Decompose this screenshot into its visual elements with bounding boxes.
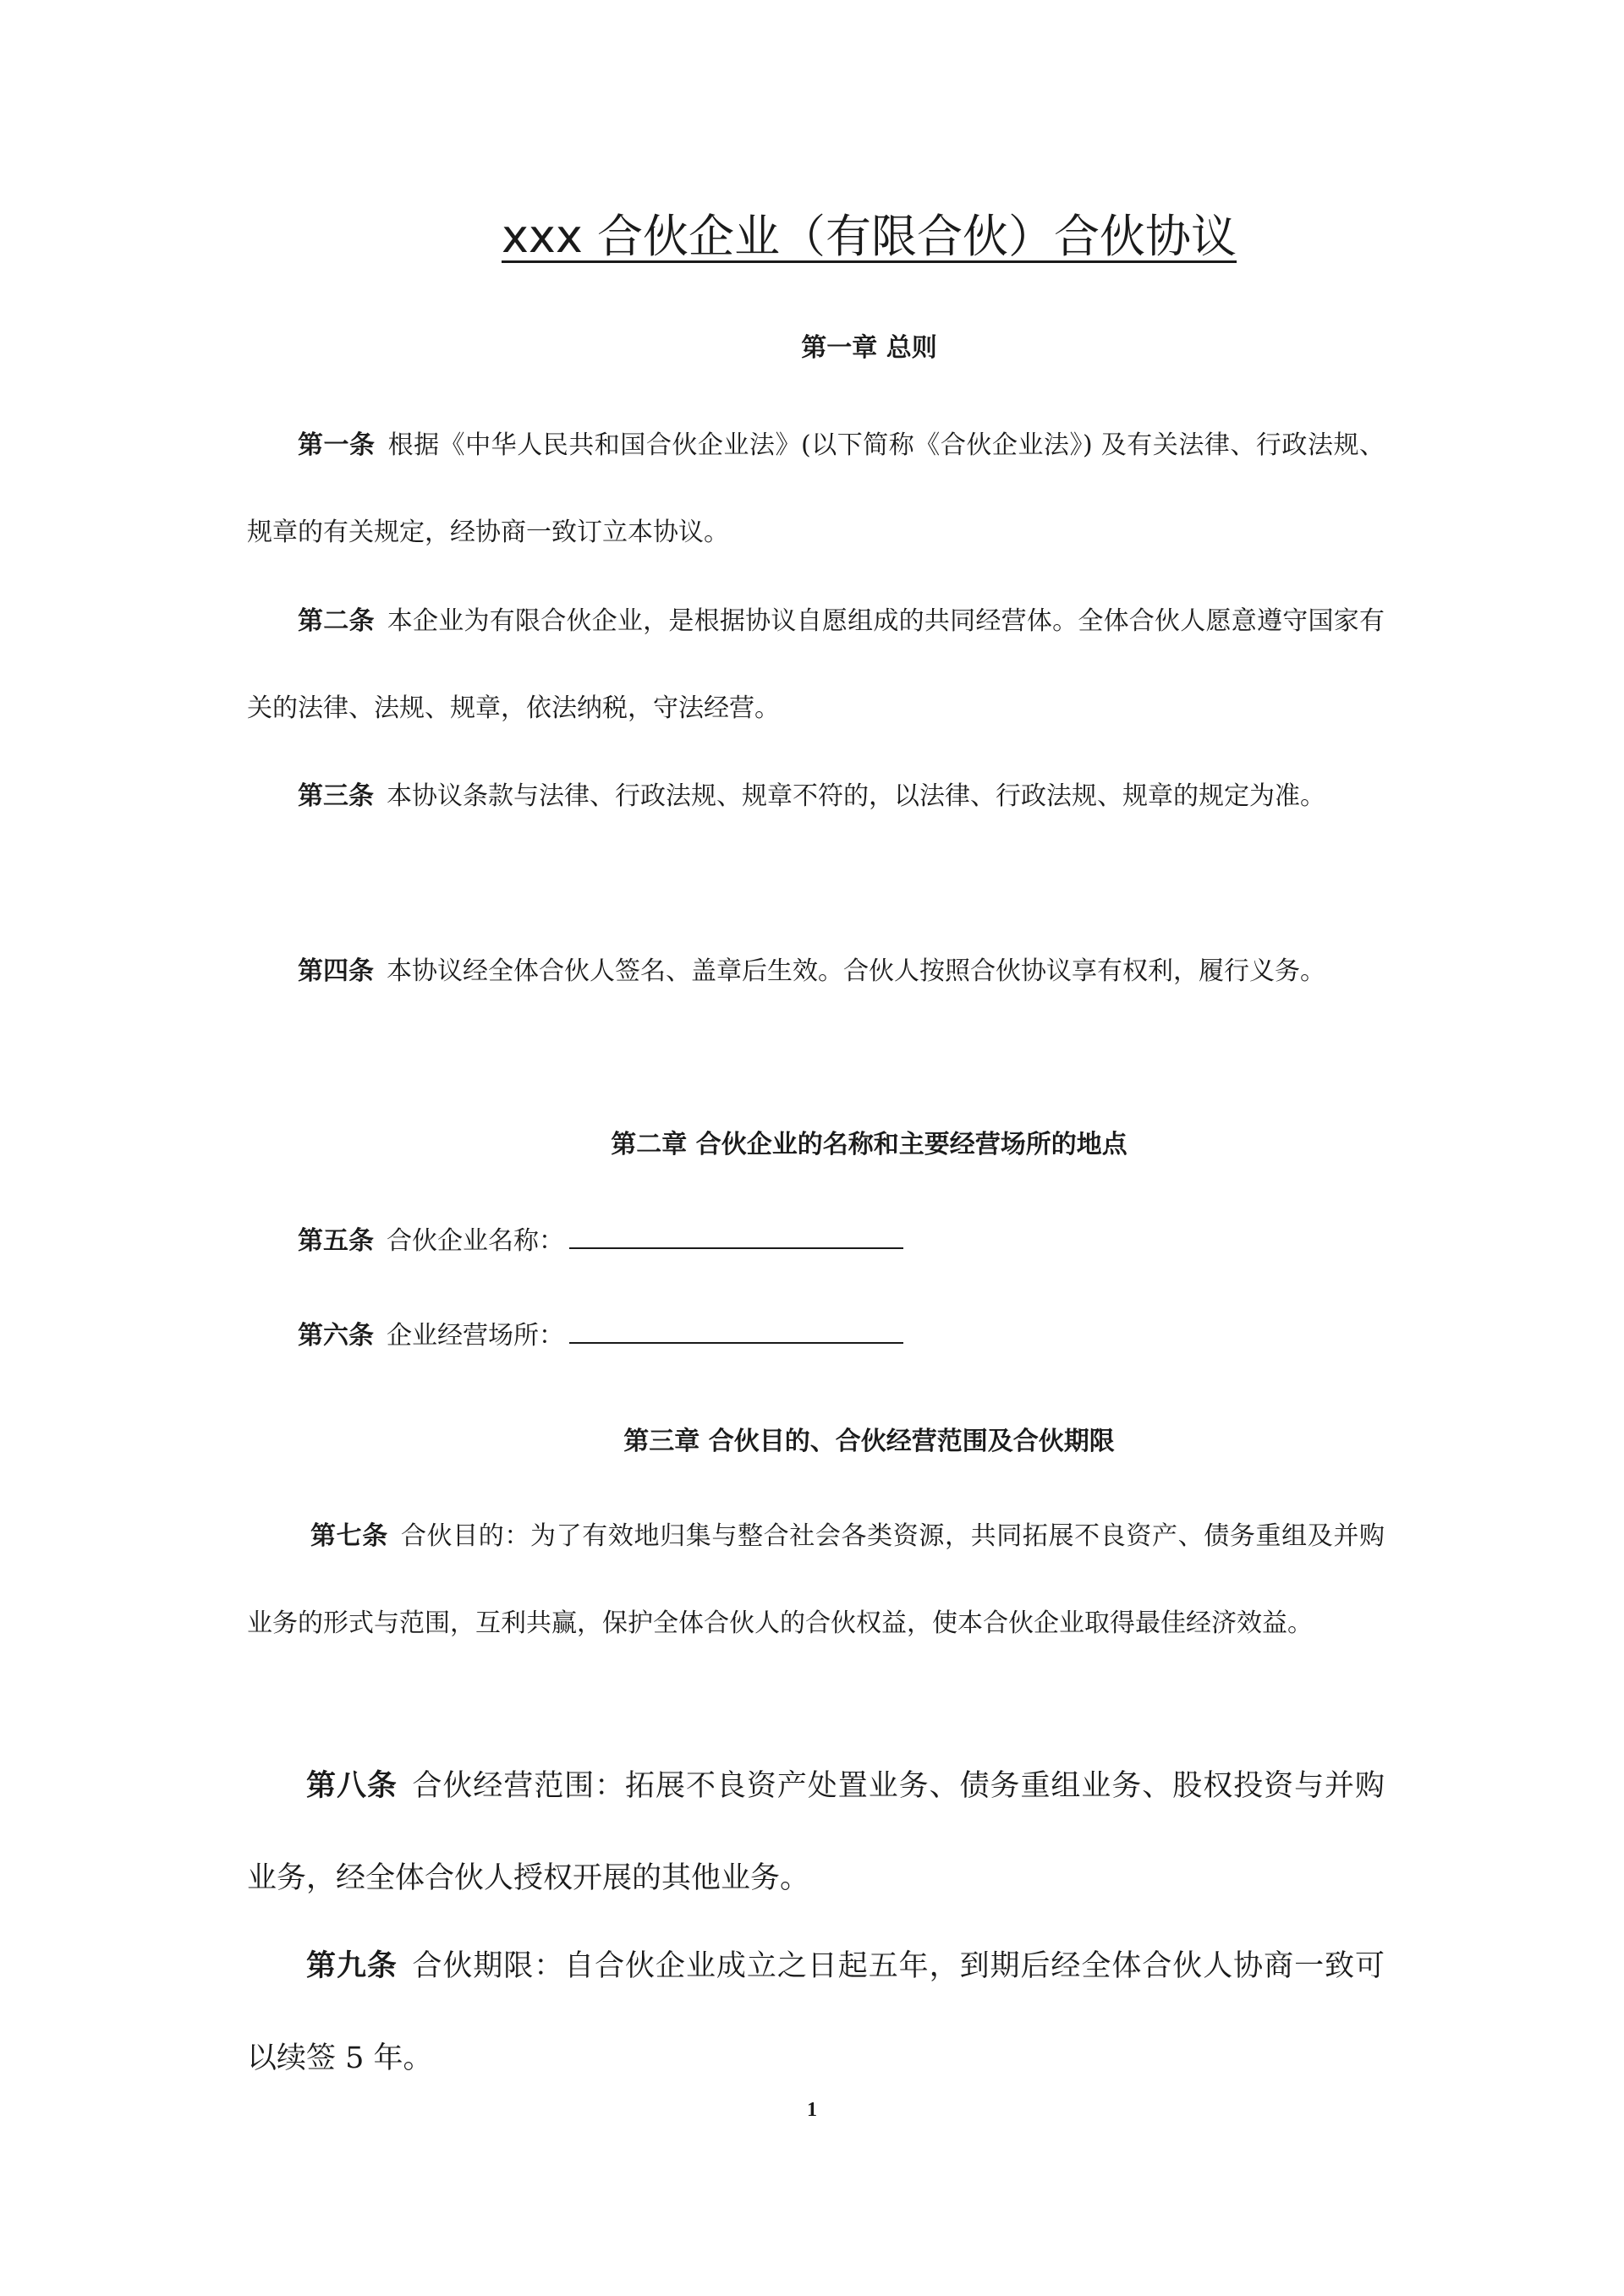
- article-text: 合伙期限：自合伙企业成立之日起五年，到期后经全体合伙人协商一致可以续签 5 年。: [247, 1949, 1385, 2075]
- fill-in-blank: [569, 1222, 903, 1249]
- article-4: [247, 928, 1385, 1015]
- fill-in-blank: [569, 1317, 903, 1344]
- article-label: 第一条: [298, 430, 376, 460]
- article-text: 本协议条款与法律、行政法规、规章不符的，以法律、行政法规、规章的规定为准。: [387, 781, 1325, 811]
- chapter-heading-2: 第二章 合伙企业的名称和主要经营场所的地点: [611, 1130, 1127, 1159]
- article-5: [247, 1197, 1385, 1285]
- article-label: 第八条: [306, 1768, 398, 1803]
- article-text: 合伙目的：为了有效地归集与整合社会各类资源，共同拓展不良资产、债务重组及并购业务的形式与范围，互利共赢，保护全体合伙人的合伙权益，使本合伙企业取得最佳经济效益。: [247, 1521, 1385, 1638]
- article-label: 第五条: [298, 1226, 374, 1256]
- article-2: [247, 578, 1385, 752]
- article-text: 本协议经全体合伙人签名、盖章后生效。合伙人按照合伙协议享有权利，履行义务。: [387, 956, 1325, 986]
- article-text: 合伙经营范围：拓展不良资产处置业务、债务重组业务、股权投资与并购业务，经全体合伙人授权开展的其他业务。: [247, 1769, 1385, 1895]
- article-label: 第四条: [298, 956, 374, 986]
- article-text: 企业经营场所：: [387, 1321, 564, 1351]
- chapter-heading-3: 第三章 合伙目的、合伙经营范围及合伙期限: [623, 1427, 1115, 1456]
- article-8: [247, 1740, 1385, 1925]
- article-6: [247, 1292, 1385, 1379]
- chapter-heading-1: 第一章 总则: [801, 333, 937, 363]
- page-number: 1: [807, 2099, 817, 2121]
- article-label: 第九条: [306, 1948, 398, 1983]
- document-title-text: xxx 合伙企业（有限合伙）合伙协议: [501, 210, 1237, 263]
- document-title: [0, 203, 1624, 271]
- article-label: 第三条: [298, 781, 374, 811]
- article-text: 合伙企业名称：: [387, 1226, 564, 1256]
- article-1: [247, 402, 1385, 576]
- article-3: [247, 753, 1385, 840]
- article-text: 本企业为有限合伙企业，是根据协议自愿组成的共同经营体。全体合伙人愿意遵守国家有关的法律、法规、规章，依法纳税，守法经营。: [247, 606, 1385, 723]
- article-label: 第六条: [298, 1321, 374, 1351]
- article-label: 第二条: [298, 606, 375, 636]
- article-label: 第七条: [310, 1521, 388, 1551]
- article-7: [247, 1493, 1385, 1667]
- article-text: 根据《中华人民共和国合伙企业法》(以下简称《合伙企业法》) 及有关法律、行政法规、规章的有关规定，经协商一致订立本协议。: [247, 430, 1385, 547]
- article-9: [247, 1920, 1385, 2105]
